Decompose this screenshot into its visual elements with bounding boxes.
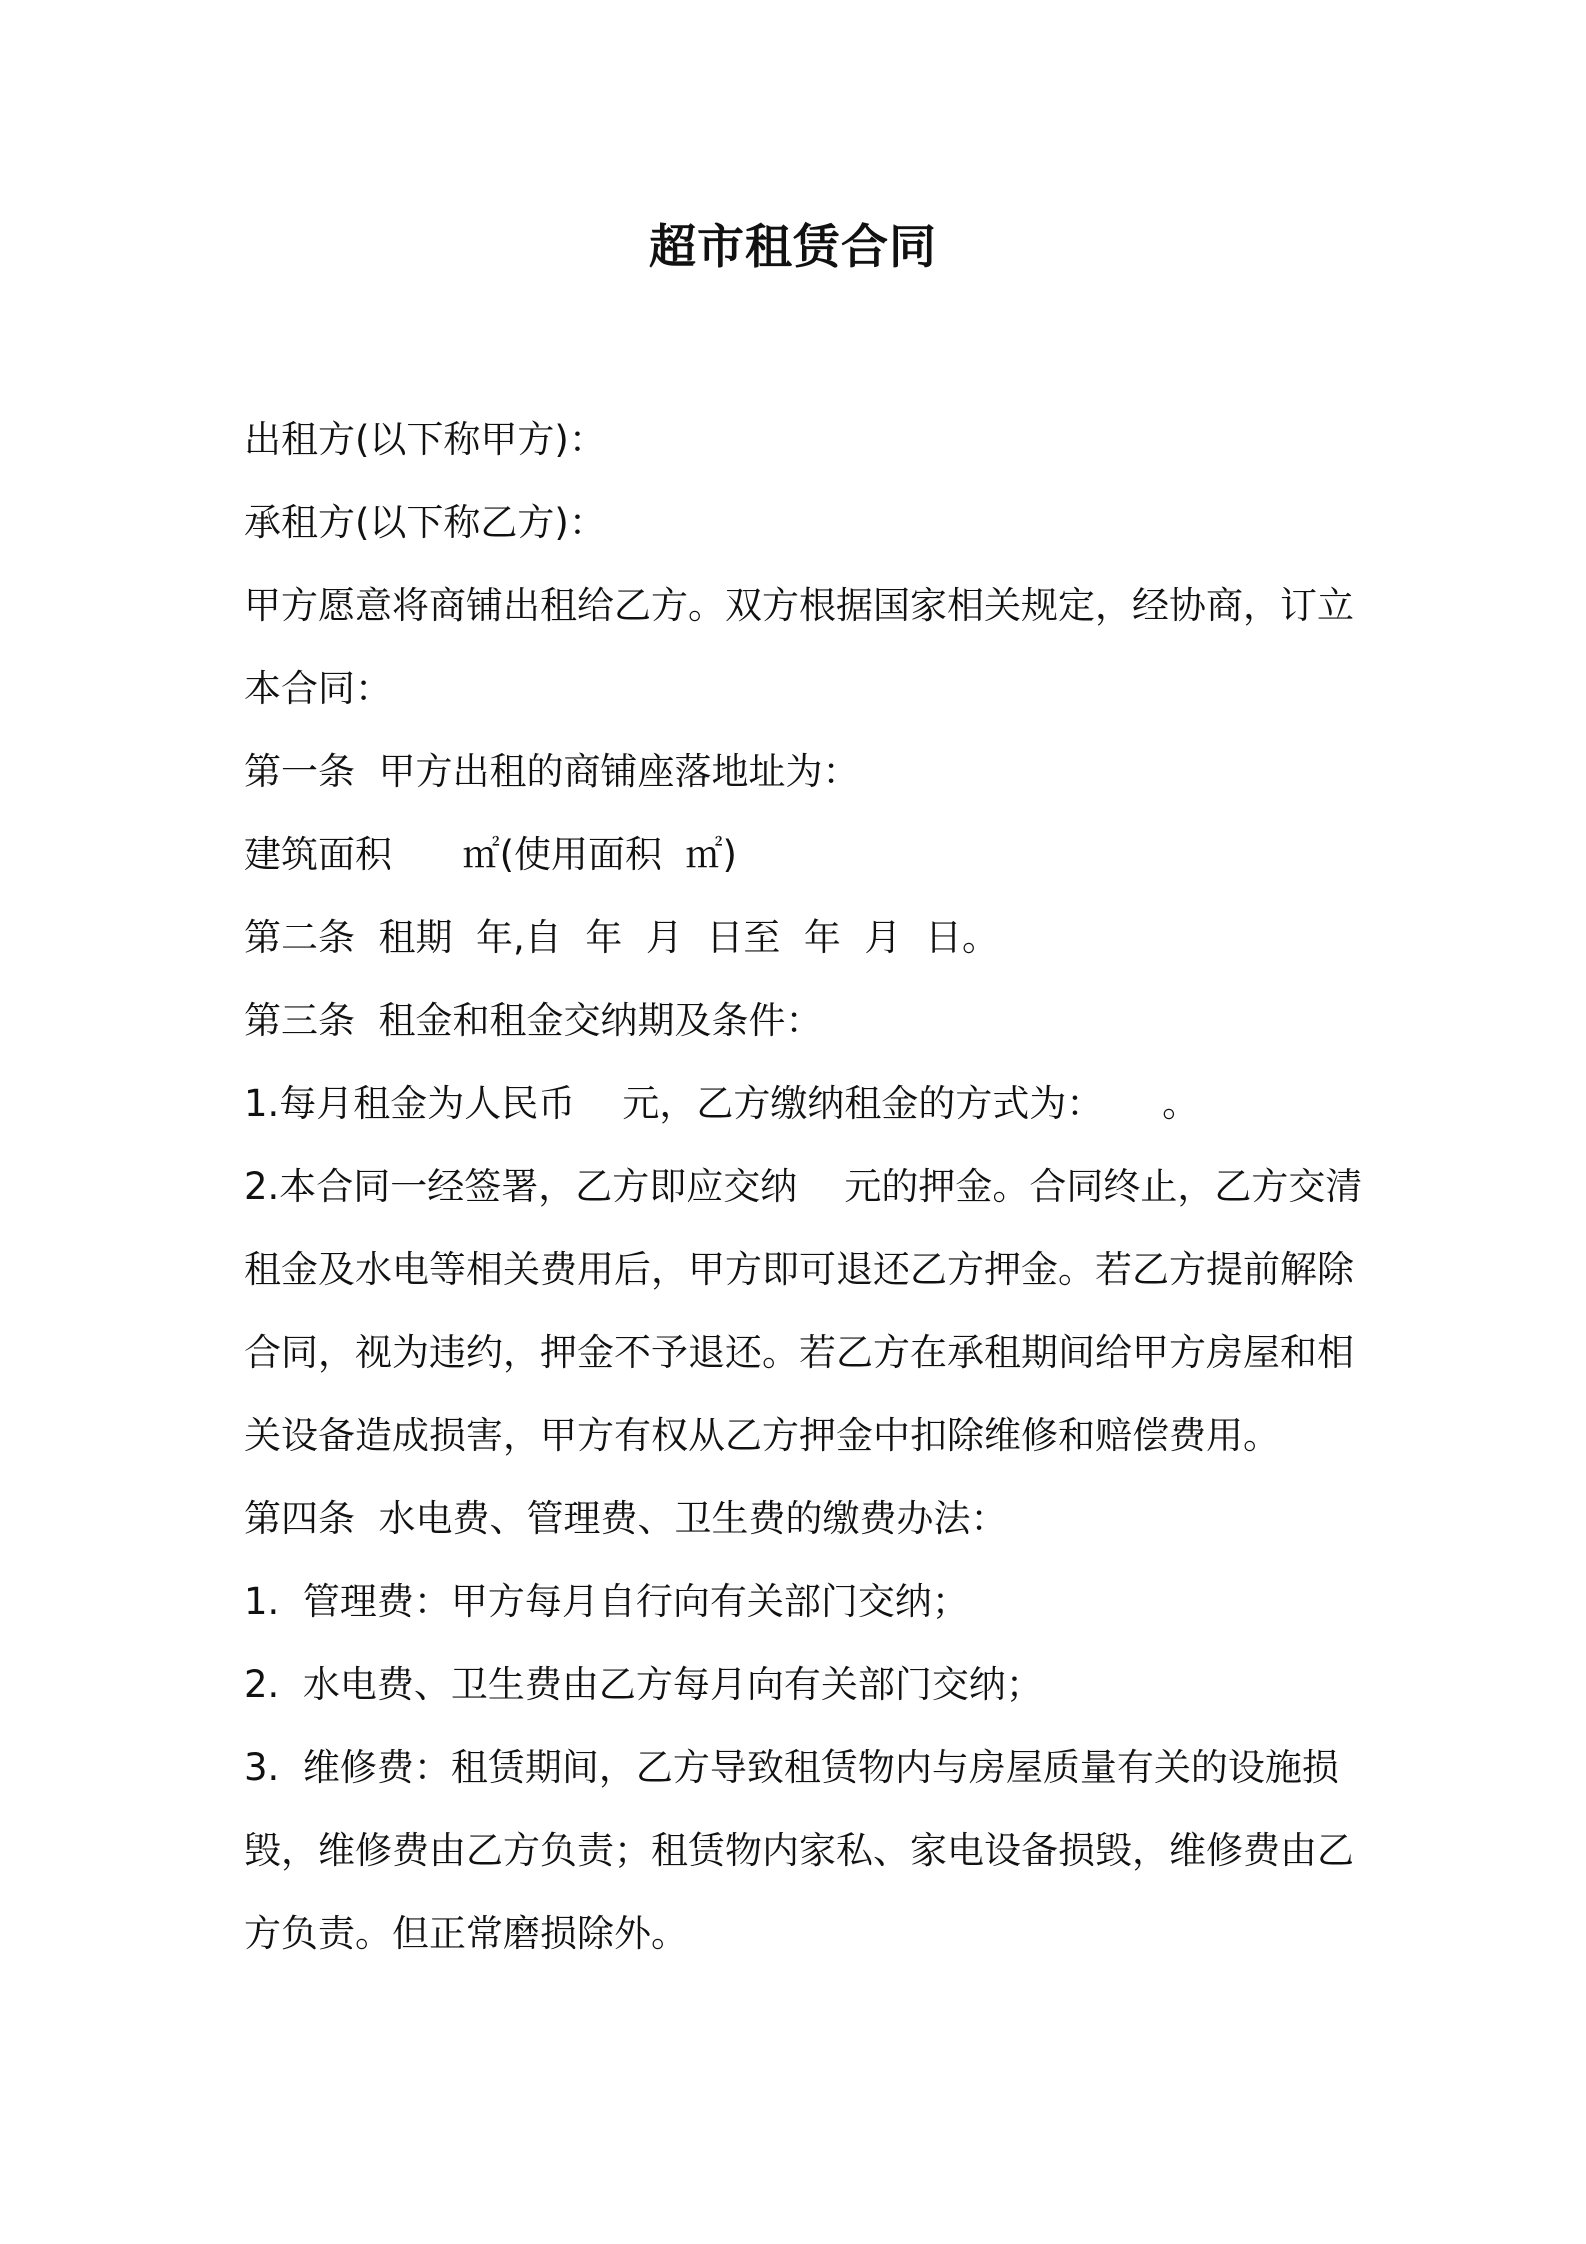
- article-4-heading: 第四条 水电费、管理费、卫生费的缴费办法：: [244, 1497, 1008, 1540]
- article-3-item-2-line-1: 2.本合同一经签署，乙方即应交纳 元的押金。合同终止，乙方交清: [244, 1165, 1363, 1208]
- article-4-item-3-line-3: 方负责。但正常磨损除外。: [244, 1912, 688, 1955]
- article-3-item-2-line-2: 租金及水电等相关费用后，甲方即可退还乙方押金。若乙方提前解除: [244, 1248, 1354, 1291]
- article-4-item-3-line-1: 3. 维修费：租赁期间，乙方导致租赁物内与房屋质量有关的设施损: [244, 1746, 1339, 1789]
- preamble-line-1: 甲方愿意将商铺出租给乙方。双方根据国家相关规定，经协商，订立: [244, 584, 1354, 627]
- document-title: 超市租赁合同: [649, 220, 937, 275]
- article-4-item-1: 1. 管理费：甲方每月自行向有关部门交纳；: [244, 1580, 969, 1623]
- article-1-area: 建筑面积 ㎡(使用面积 ㎡): [244, 833, 737, 876]
- contract-body: [244, 398, 1364, 1975]
- article-4-item-2: 2. 水电费、卫生费由乙方每月向有关部门交纳；: [244, 1663, 1043, 1706]
- article-3-heading: 第三条 租金和租金交纳期及条件：: [244, 999, 823, 1042]
- article-2-term: 第二条 租期 年,自 年 月 日至 年 月 日。: [244, 916, 999, 959]
- article-1-heading: 第一条 甲方出租的商铺座落地址为：: [244, 750, 860, 793]
- article-3-item-2-line-3: 合同，视为违约，押金不予退还。若乙方在承租期间给甲方房屋和相: [244, 1331, 1354, 1374]
- article-4-item-3-line-2: 毁，维修费由乙方负责；租赁物内家私、家电设备损毁，维修费由乙: [244, 1829, 1354, 1872]
- preamble-line-2: 本合同：: [244, 667, 392, 710]
- article-3-item-2-line-4: 关设备造成损害，甲方有权从乙方押金中扣除维修和赔偿费用。: [244, 1414, 1280, 1457]
- lessee-line: 承租方(以下称乙方)：: [244, 501, 606, 544]
- article-3-item-1: 1.每月租金为人民币 元，乙方缴纳租金的方式为： 。: [244, 1082, 1200, 1125]
- lessor-line: 出租方(以下称甲方)：: [244, 418, 606, 461]
